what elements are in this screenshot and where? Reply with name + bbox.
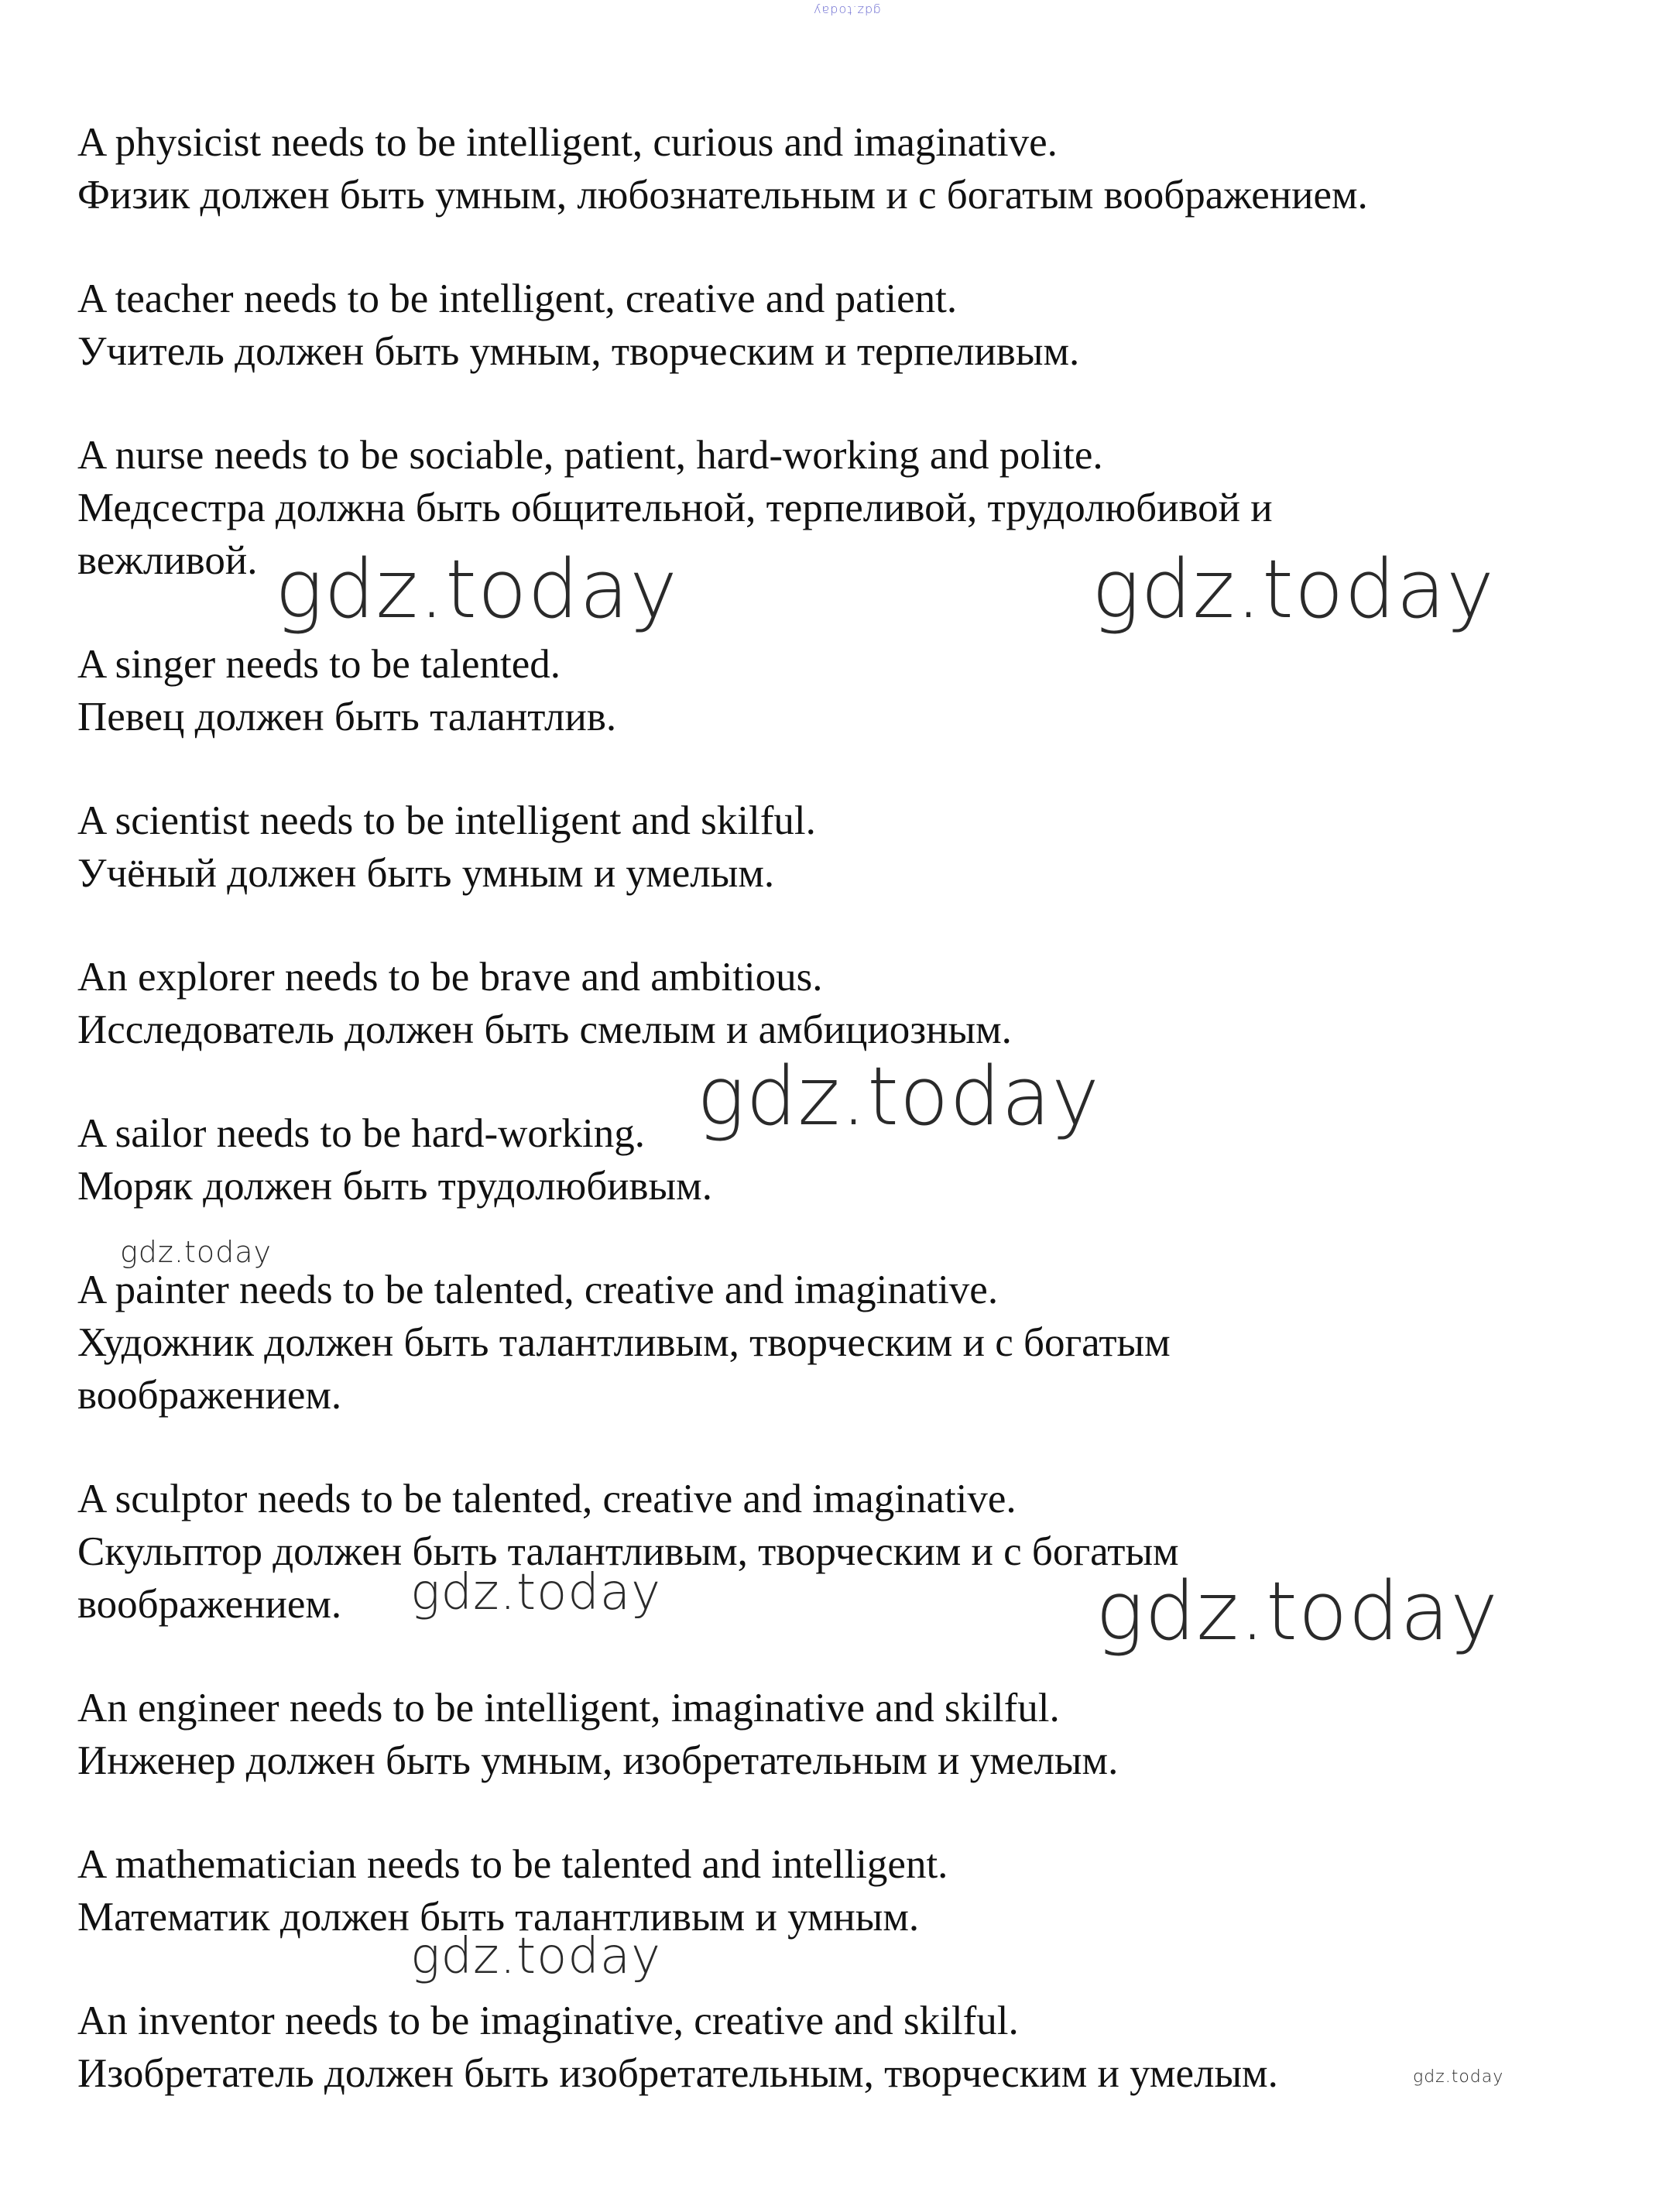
- russian-translation: Физик должен быть умным, любознательным и с богатым воображением.: [77, 173, 1368, 218]
- entry-explorer: [77, 951, 1626, 1056]
- english-sentence: A sculptor needs to be talented, creative and imaginative.: [77, 1477, 1017, 1521]
- watermark: gdz.today: [410, 1564, 661, 1621]
- english-sentence: A mathematician needs to be talented and intelligent.: [77, 1842, 948, 1887]
- russian-translation: Изобретатель должен быть изобретательным, творческим и умелым.: [77, 2051, 1278, 2096]
- watermark: gdz.today: [275, 542, 678, 636]
- entry-physicist: [77, 116, 1626, 221]
- english-sentence: An inventor needs to be imaginative, creative and skilful.: [77, 1998, 1019, 2043]
- english-sentence: A sailor needs to be hard-working.: [77, 1111, 645, 1156]
- russian-translation-cont: воображением.: [77, 1373, 342, 1418]
- russian-translation: Исследователь должен быть смелым и амбициозным.: [77, 1007, 1012, 1052]
- russian-translation: Моряк должен быть трудолюбивым.: [77, 1164, 712, 1209]
- russian-translation-cont: вежливой.: [77, 538, 258, 583]
- russian-translation: Певец должен быть талантлив.: [77, 695, 617, 739]
- russian-translation: Художник должен быть талантливым, творческим и с богатым: [77, 1320, 1171, 1365]
- english-sentence: An explorer needs to be brave and ambitious.: [77, 955, 823, 1000]
- watermark-top: gdz.today: [813, 3, 881, 18]
- watermark: gdz.today: [1092, 542, 1495, 636]
- russian-translation: Учёный должен быть умным и умелым.: [77, 851, 775, 896]
- entry-engineer: [77, 1682, 1626, 1787]
- entry-inventor: [77, 1995, 1626, 2100]
- russian-translation-cont: воображением.: [77, 1582, 342, 1627]
- russian-translation: Инженер должен быть умным, изобретательным и умелым.: [77, 1738, 1119, 1783]
- english-sentence: A teacher needs to be intelligent, creative and patient.: [77, 276, 958, 321]
- russian-translation: Учитель должен быть умным, творческим и терпеливым.: [77, 329, 1080, 374]
- english-sentence: A scientist needs to be intelligent and skilful.: [77, 798, 816, 843]
- russian-translation: Математик должен быть талантливым и умным.: [77, 1895, 920, 1940]
- entry-mathematician: [77, 1838, 1626, 1943]
- english-sentence: A painter needs to be talented, creative and imaginative.: [77, 1268, 999, 1312]
- entry-scientist: [77, 794, 1626, 900]
- entry-painter: [77, 1264, 1626, 1422]
- watermark: gdz.today: [1095, 1564, 1499, 1659]
- entry-sailor: [77, 1107, 1626, 1213]
- watermark: gdz.today: [1413, 2067, 1504, 2087]
- english-sentence: A singer needs to be talented.: [77, 642, 561, 687]
- english-sentence: A nurse needs to be sociable, patient, hard-working and polite.: [77, 433, 1103, 478]
- watermark: gdz.today: [410, 1928, 661, 1985]
- watermark: gdz.today: [697, 1049, 1100, 1144]
- entry-teacher: [77, 273, 1626, 378]
- russian-translation: Скульптор должен быть талантливым, творческим и с богатым: [77, 1529, 1179, 1574]
- russian-translation: Медсестра должна быть общительной, терпеливой, трудолюбивой и: [77, 485, 1273, 530]
- english-sentence: An engineer needs to be intelligent, imaginative and skilful.: [77, 1686, 1060, 1731]
- entry-singer: [77, 638, 1626, 743]
- watermark: gdz.today: [120, 1235, 272, 1269]
- english-sentence: A physicist needs to be intelligent, curious and imaginative.: [77, 120, 1058, 165]
